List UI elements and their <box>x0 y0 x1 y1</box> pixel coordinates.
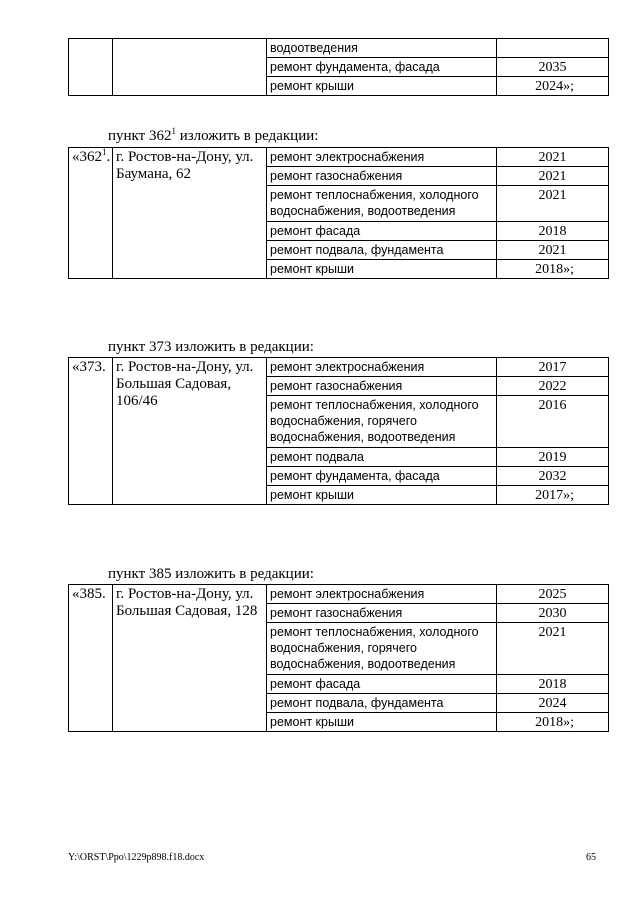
year-cell: 2030 <box>497 604 609 623</box>
table-continuation <box>68 38 609 96</box>
work-cell: ремонт электроснабжения <box>267 358 497 377</box>
year-cell: 2017 <box>497 358 609 377</box>
page-number: 65 <box>586 852 596 863</box>
year-cell: 2021 <box>497 623 609 675</box>
table-section-373 <box>68 357 609 505</box>
table-row <box>69 358 609 377</box>
year-cell: 2016 <box>497 396 609 448</box>
year-cell: 2024 <box>497 694 609 713</box>
work-cell: ремонт подвала <box>267 448 497 467</box>
address-cell <box>113 39 267 96</box>
work-cell: ремонт фундамента, фасада <box>267 58 497 77</box>
number-cell <box>69 39 113 96</box>
work-cell: ремонт фундамента, фасада <box>267 467 497 486</box>
year-cell: 2018»; <box>497 713 609 732</box>
year-cell: 2017»; <box>497 486 609 505</box>
address-cell: г. Ростов-на-Дону, ул. Большая Садовая, 106/46 <box>113 358 267 505</box>
year-cell: 2021 <box>497 186 609 222</box>
section-heading: пункт 373 изложить в редакции: <box>108 339 314 355</box>
year-cell: 2032 <box>497 467 609 486</box>
footer-file-path: Y:\ORST\Ppo\1229p898.f18.docx <box>68 852 205 863</box>
number-cell: «$362^1$. <box>69 148 113 279</box>
table-row <box>69 39 609 58</box>
work-cell: ремонт крыши <box>267 77 497 96</box>
number-cell: «373. <box>69 358 113 505</box>
table-row <box>69 148 609 167</box>
work-cell: ремонт электроснабжения <box>267 585 497 604</box>
year-cell: 2018 <box>497 222 609 241</box>
address-cell: г. Ростов-на-Дону, ул. Большая Садовая, 128 <box>113 585 267 732</box>
table-section-362-1 <box>68 147 609 279</box>
work-cell: ремонт подвала, фундамента <box>267 241 497 260</box>
year-cell: 2019 <box>497 448 609 467</box>
work-cell: ремонт подвала, фундамента <box>267 694 497 713</box>
work-cell: ремонт газоснабжения <box>267 167 497 186</box>
year-cell: 2022 <box>497 377 609 396</box>
year-cell: 2021 <box>497 148 609 167</box>
year-cell: 2021 <box>497 241 609 260</box>
year-cell: 2024»; <box>497 77 609 96</box>
work-cell: ремонт крыши <box>267 713 497 732</box>
work-cell: ремонт теплоснабжения, холодного водоснабжения, водоотведения <box>267 186 497 222</box>
work-cell: ремонт крыши <box>267 486 497 505</box>
year-cell: 2018 <box>497 675 609 694</box>
section-heading: пункт 385 изложить в редакции: <box>108 566 314 582</box>
work-cell: водоотведения <box>267 39 497 58</box>
table-section-385 <box>68 584 609 732</box>
work-cell: ремонт электроснабжения <box>267 148 497 167</box>
work-cell: ремонт газоснабжения <box>267 604 497 623</box>
number-cell: «385. <box>69 585 113 732</box>
work-cell: ремонт теплоснабжения, холодного водоснабжения, горячего водоснабжения, водоотведения <box>267 623 497 675</box>
work-cell: ремонт теплоснабжения, холодного водоснабжения, горячего водоснабжения, водоотведения <box>267 396 497 448</box>
section-heading: пункт $362^1$ изложить в редакции: <box>108 126 319 144</box>
year-cell: 2018»; <box>497 260 609 279</box>
work-cell: ремонт фасада <box>267 222 497 241</box>
work-cell: ремонт фасада <box>267 675 497 694</box>
table-row <box>69 585 609 604</box>
address-cell: г. Ростов-на-Дону, ул. Баумана, 62 <box>113 148 267 279</box>
year-cell <box>497 39 609 58</box>
year-cell: 2035 <box>497 58 609 77</box>
year-cell: 2021 <box>497 167 609 186</box>
year-cell: 2025 <box>497 585 609 604</box>
work-cell: ремонт крыши <box>267 260 497 279</box>
work-cell: ремонт газоснабжения <box>267 377 497 396</box>
